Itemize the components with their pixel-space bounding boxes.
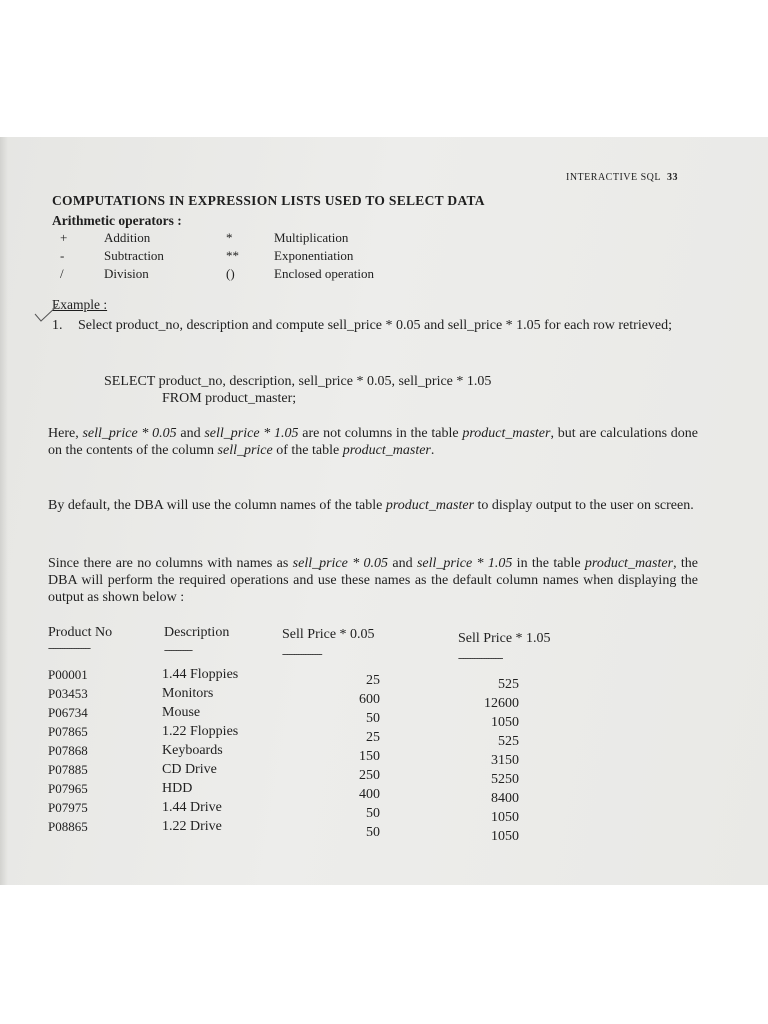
table-cell: 150 [359,749,380,764]
section-subtitle: Arithmetic operators : [52,213,182,228]
operator-name: Exponentiation [274,248,354,263]
table-cell: P07868 [48,743,88,758]
paragraph: By default, the DBA will use the column names of the table product_master to display output to the user on screen. [48,498,694,513]
running-header [566,172,678,183]
table-cell: 250 [359,768,380,783]
table-cell: 8400 [491,791,519,806]
table-cell: P03453 [48,686,88,701]
operator-symbol: * [226,230,233,245]
header-separator: ------------ [164,645,192,656]
page-number: 33 [667,172,678,183]
example-label: Example : [52,297,108,312]
operator-symbol: - [60,248,65,263]
table-cell: P07885 [48,762,88,777]
item-number: 1. [52,318,63,333]
column-header: Description [164,625,230,640]
table-cell: 525 [498,734,519,749]
operators-list [52,229,472,283]
table-cell: Mouse [162,705,201,720]
operator-row [52,229,472,247]
operator-name: Addition [104,230,151,245]
table-cell: 3150 [491,753,519,768]
table-cell: P06734 [48,705,88,720]
sell-price-105-column [473,675,519,846]
operator-symbol: () [226,266,235,281]
output-table [48,625,708,865]
table-cell: 5250 [491,772,519,787]
item-text: Select product_no, description and compute sell_price * 0.05 and sell_price * 1.05 for each row retrieved; [78,318,673,333]
running-title: INTERACTIVE SQL [566,172,661,183]
table-cell: 525 [498,677,519,692]
operator-name: Subtraction [104,248,164,263]
table-cell: 400 [359,787,380,802]
operator-symbol: ** [226,248,239,263]
table-cell: 1050 [491,715,519,730]
table-cell: CD Drive [162,762,217,777]
column-header: Product No [48,625,113,640]
product-no-column [48,665,88,836]
table-cell: Monitors [162,686,214,701]
operator-row [52,247,472,265]
table-cell: 1.22 Floppies [162,724,239,739]
page-edge-shadow [0,137,8,885]
book-page [0,137,768,885]
table-cell: 25 [366,730,380,745]
sql-line: FROM product_master; [162,391,297,406]
table-cell: 1.44 Drive [162,800,222,815]
table-cell: 600 [359,692,380,707]
table-cell: Keyboards [162,743,223,758]
table-cell: 1.22 Drive [162,819,222,834]
table-cell: P07975 [48,800,88,815]
operator-name: Division [104,266,149,281]
operator-name: Enclosed operation [274,266,374,281]
paragraph: Here, sell_price * 0.05 and sell_price * 1.05 are not columns in the table product_master, but are calculations done on the contents of the column sell_price of the table product_master. [48,426,698,458]
column-header: Sell Price * 0.05 [282,627,375,642]
table-cell: P08865 [48,819,88,834]
table-cell: 50 [366,806,380,821]
header-separator: ------------------- [458,653,503,664]
table-cell: 50 [366,825,380,840]
table-cell: P07965 [48,781,88,796]
table-cell: 1.44 Floppies [162,667,239,682]
operator-row [52,265,472,283]
table-cell: HDD [162,781,193,796]
sql-line: SELECT product_no, description, sell_price * 0.05, sell_price * 1.05 [104,374,492,389]
column-header: Sell Price * 1.05 [458,631,551,646]
table-cell: 12600 [484,696,519,711]
sql-statement [104,373,491,407]
table-cell: 50 [366,711,380,726]
description-column [162,665,238,836]
table-cell: 1050 [491,810,519,825]
table-cell: P07865 [48,724,88,739]
operator-name: Multiplication [274,230,349,245]
table-cell: P00001 [48,667,88,682]
sell-price-005-column [340,671,380,842]
table-cell: 1050 [491,829,519,844]
operator-symbol: / [60,266,64,281]
header-separator: ----------------- [282,649,322,660]
operator-symbol: + [60,230,68,245]
section-title: COMPUTATIONS IN EXPRESSION LISTS USED TO SELECT DATA [52,193,485,208]
header-separator: ------------------ [48,643,90,654]
paragraph: Since there are no columns with names as sell_price * 0.05 and sell_price * 1.05 in the table product_master, the DBA will perform the required operations and use these names as the default column names when displaying the output as shown below : [48,556,699,605]
table-cell: 25 [366,673,380,688]
